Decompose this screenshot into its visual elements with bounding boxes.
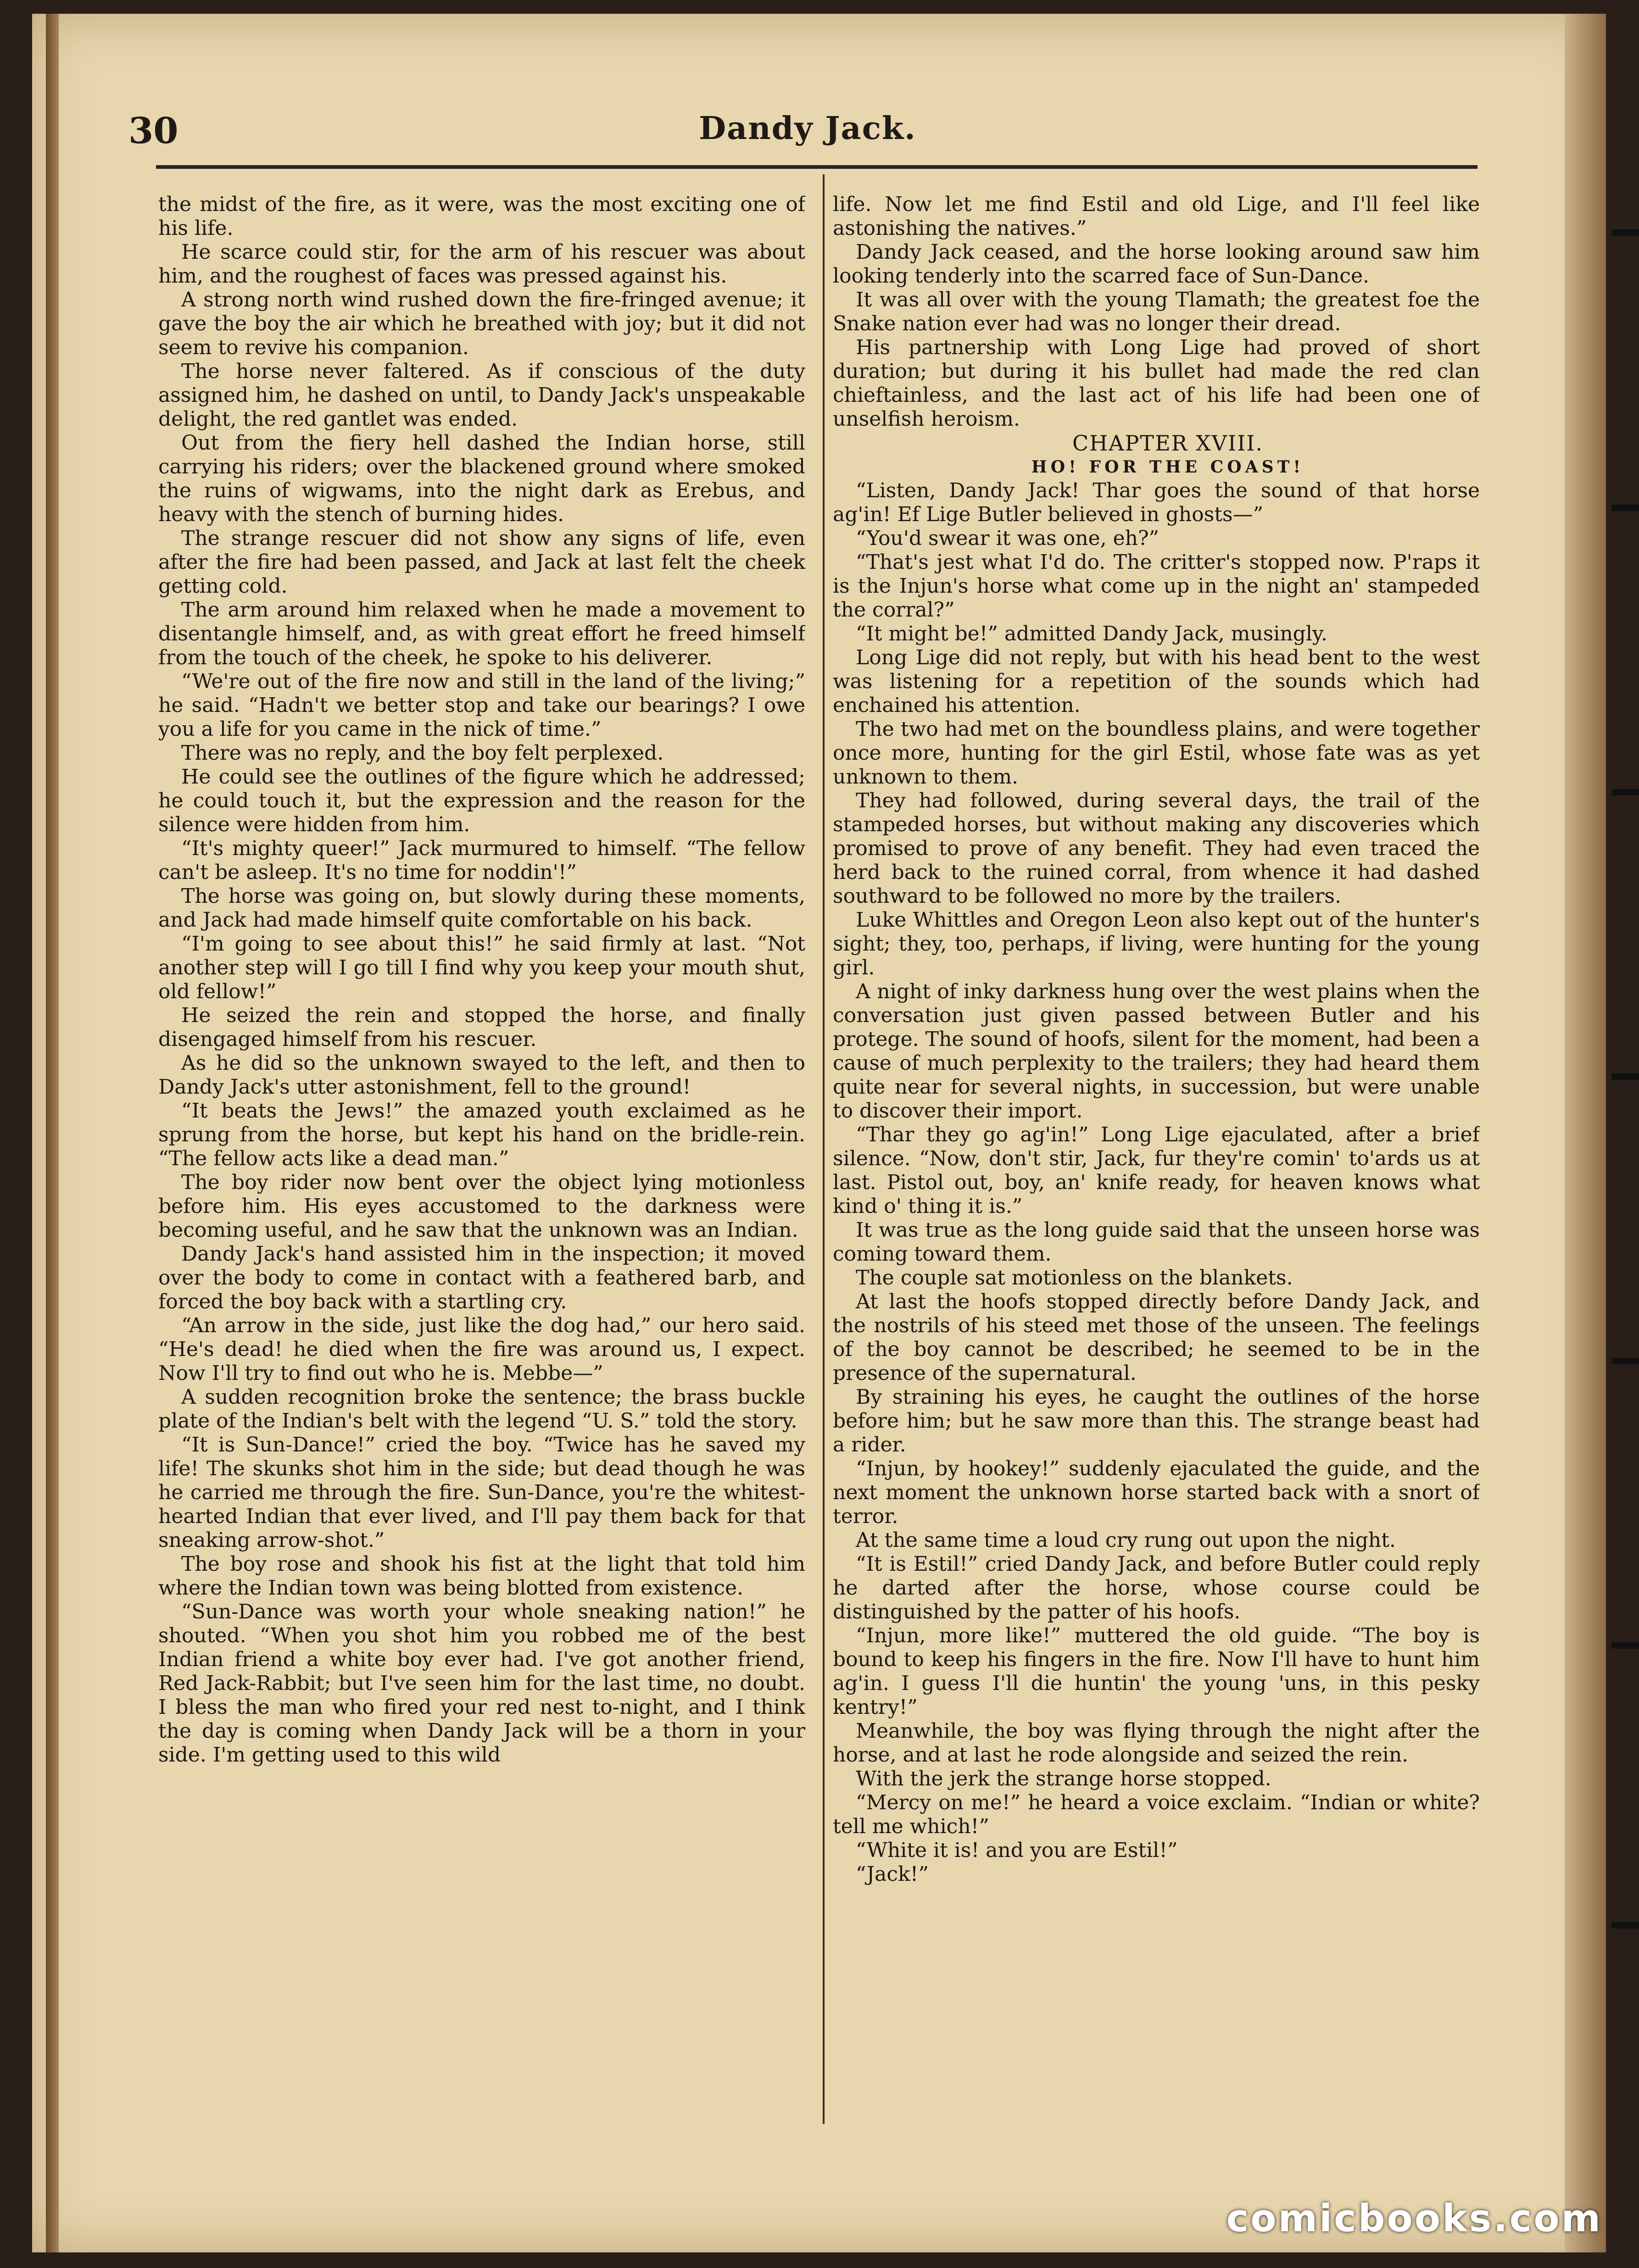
paragraph: A strong north wind rushed down the fire-fringed avenue; it gave the boy the air which he breathed with joy; but it did not seem to revive his companion.	[158, 288, 805, 359]
paragraph: life. Now let me find Estil and old Lige, and I'll feel like astonishing the natives.”	[833, 193, 1480, 240]
chapter-subtitle: HO! FOR THE COAST!	[1031, 457, 1305, 477]
paragraph: With the jerk the strange horse stopped.	[856, 1767, 1271, 1790]
paragraph: “White it is! and you are Estil!”	[856, 1839, 1178, 1862]
paragraph: “Thar they go ag'in!” Long Lige ejaculated, after a brief silence. “Now, don't stir, Jack, fur they're comin' to'ards us at last. Pistol out, boy, an' knife ready, for heaven knows what kind o' thing it is.”	[833, 1123, 1480, 1218]
page-edge	[1565, 14, 1606, 2252]
page-number: 30	[128, 110, 178, 152]
paragraph: As he did so the unknown swayed to the left, and then to Dandy Jack's utter astonishment, fell to the ground!	[158, 1051, 805, 1099]
running-title: Dandy Jack.	[699, 110, 916, 147]
binding-tab	[1611, 1642, 1639, 1649]
paragraph: The horse never faltered. As if conscious of the duty assigned him, he dashed on until, to Dandy Jack's unspeakable delight, the red gantlet was ended.	[158, 360, 805, 431]
paragraph: A night of inky darkness hung over the west plains when the conversation just given passed between Butler and his protege. The sound of hoofs, silent for the moment, had been a cause of much perplexity to the trailers; they had heard them quite near for several nights, in succession, but were unable to discover their import.	[833, 980, 1480, 1123]
paragraph: Luke Whittles and Oregon Leon also kept out of the hunter's sight; they, too, perhaps, if living, were hunting for the young girl.	[833, 908, 1480, 979]
paragraph: They had followed, during several days, the trail of the stampeded horses, but without making any discoveries which promised to prove of any benefit. They had even traced the herd back to the ruined corral, from whence it had dashed southward to be followed no more by the trailers.	[833, 789, 1480, 908]
paragraph: “It might be!” admitted Dandy Jack, musingly.	[856, 622, 1327, 645]
paragraph: A sudden recognition broke the sentence; the brass buckle plate of the Indian's belt with the legend “U. S.” told the story.	[158, 1385, 805, 1433]
paragraph: “Listen, Dandy Jack! Thar goes the sound of that horse ag'in! Ef Lige Butler believed in ghosts—”	[833, 479, 1480, 526]
binding-tab	[1611, 505, 1639, 511]
paragraph: The strange rescuer did not show any signs of life, even after the fire had been passed, and Jack at last felt the cheek getting cold.	[158, 527, 805, 598]
right-column	[833, 193, 1480, 2133]
page-gutter	[46, 14, 59, 2252]
paragraph: the midst of the fire, as it were, was the most exciting one of his life.	[158, 193, 805, 240]
binding-tab	[1611, 229, 1639, 236]
binding-tab	[1611, 1922, 1639, 1929]
paragraph: Dandy Jack's hand assisted him in the inspection; it moved over the body to come in contact with a feathered barb, and forced the boy back with a startling cry.	[158, 1242, 805, 1313]
paragraph: It was all over with the young Tlamath; the greatest foe the Snake nation ever had was no longer their dread.	[833, 288, 1480, 335]
paragraph: It was true as the long guide said that the unseen horse was coming toward them.	[833, 1218, 1480, 1266]
page-header	[128, 110, 1487, 161]
paragraph: “It is Estil!” cried Dandy Jack, and before Butler could reply he darted after the horse, whose course could be distinguished by the patter of his hoofs.	[833, 1552, 1480, 1623]
binding-tab	[1611, 1073, 1639, 1080]
paragraph: His partnership with Long Lige had proved of short duration; but during it his bullet had made the red clan chieftainless, and the last act of his life had been one of unselfish heroism.	[833, 336, 1480, 431]
paragraph: Out from the fiery hell dashed the Indian horse, still carrying his riders; over the blackened ground where smoked the ruins of wigwams, into the night dark as Erebus, and heavy with the stench of burning hides.	[158, 431, 805, 526]
paragraph: “You'd swear it was one, eh?”	[856, 527, 1160, 550]
header-rule	[156, 165, 1477, 169]
paragraph: The horse was going on, but slowly during these moments, and Jack had made himself quite comfortable on his back.	[158, 884, 805, 932]
column-divider	[823, 174, 825, 2124]
paragraph: “That's jest what I'd do. The critter's stopped now. P'raps it is the Injun's horse what come up in the night an' stampeded the corral?”	[833, 550, 1480, 622]
paragraph: The couple sat motionless on the blankets.	[856, 1266, 1293, 1290]
paragraph: At the same time a loud cry rung out upon the night.	[856, 1529, 1396, 1552]
paragraph: “We're out of the fire now and still in the land of the living;” he said. “Hadn't we better stop and take our bearings? I owe you a life for you came in the nick of time.”	[158, 670, 805, 741]
paragraph: At last the hoofs stopped directly before Dandy Jack, and the nostrils of his steed met those of the unseen. The feelings of the boy cannot be described; he seemed to be in the presence of the supernatural.	[833, 1290, 1480, 1385]
paragraph: The two had met on the boundless plains, and were together once more, hunting for the girl Estil, whose fate was as yet unknown to them.	[833, 717, 1480, 789]
paragraph: “I'm going to see about this!” he said firmly at last. “Not another step will I go till I find why you keep your mouth shut, old fellow!”	[158, 932, 805, 1003]
watermark-logo: comicbooks.com	[1226, 2197, 1602, 2240]
paragraph: “Mercy on me!” he heard a voice exclaim. “Indian or white? tell me which!”	[833, 1791, 1480, 1838]
chapter-heading: CHAPTER XVIII.	[1072, 431, 1264, 456]
paragraph: He scarce could stir, for the arm of his rescuer was about him, and the roughest of faces was pressed against his.	[158, 240, 805, 288]
binding-tab	[1611, 1358, 1639, 1364]
paragraph: By straining his eyes, he caught the outlines of the horse before him; but he saw more than this. The strange beast had a rider.	[833, 1385, 1480, 1456]
left-column	[158, 193, 805, 2133]
paragraph: “Jack!”	[856, 1862, 929, 1886]
paragraph: Long Lige did not reply, but with his head bent to the west was listening for a repetition of the sounds which had enchained his attention.	[833, 646, 1480, 717]
paragraph: Meanwhile, the boy was flying through the night after the horse, and at last he rode alongside and seized the rein.	[833, 1719, 1480, 1767]
paragraph: He could see the outlines of the figure which he addressed; he could touch it, but the expression and the reason for the silence were hidden from him.	[158, 765, 805, 836]
paragraph: “It is Sun-Dance!” cried the boy. “Twice has he saved my life! The skunks shot him in the side; but dead though he was he carried me through the fire. Sun-Dance, you're the whitest-hearted Indian that ever lived, and I'll pay them back for that sneaking arrow-shot.”	[158, 1433, 805, 1552]
paragraph: “Injun, more like!” muttered the old guide. “The boy is bound to keep his fingers in the fire. Now I'll have to hunt him ag'in. I guess I'll die huntin' the young 'uns, in this pesky kentry!”	[833, 1624, 1480, 1719]
binding-tab	[1611, 789, 1639, 795]
paragraph: “It's mighty queer!” Jack murmured to himself. “The fellow can't be asleep. It's no time for noddin'!”	[158, 837, 805, 884]
paragraph: The boy rose and shook his fist at the light that told him where the Indian town was being blotted from existence.	[158, 1552, 805, 1600]
paragraph: The boy rider now bent over the object lying motionless before him. His eyes accustomed to the darkness were becoming useful, and he saw that the unknown was an Indian.	[158, 1171, 805, 1242]
paragraph: “Sun-Dance was worth your whole sneaking nation!” he shouted. “When you shot him you robbed me of the best Indian friend a white boy ever had. I've got another friend, Red Jack-Rabbit; but I've seen him for the last time, no doubt. I bless the man who fired your red nest to-night, and I think the day is coming when Dandy Jack will be a thorn in your side. I'm getting used to this wild	[158, 1600, 805, 1767]
paragraph: There was no reply, and the boy felt perplexed.	[181, 741, 664, 765]
paragraph: He seized the rein and stopped the horse, and finally disengaged himself from his rescuer.	[158, 1004, 805, 1051]
paragraph: Dandy Jack ceased, and the horse looking around saw him looking tenderly into the scarred face of Sun-Dance.	[833, 240, 1480, 288]
paragraph: The arm around him relaxed when he made a movement to disentangle himself, and, as with great effort he freed himself from the touch of the cheek, he spoke to his deliverer.	[158, 598, 805, 669]
paragraph: “Injun, by hookey!” suddenly ejaculated the guide, and the next moment the unknown horse started back with a snort of terror.	[833, 1457, 1480, 1528]
paragraph: “It beats the Jews!” the amazed youth exclaimed as he sprung from the horse, but kept his hand on the bridle-rein. “The fellow acts like a dead man.”	[158, 1099, 805, 1170]
paragraph: “An arrow in the side, just like the dog had,” our hero said. “He's dead! he died when the fire was around us, I expect. Now I'll try to find out who he is. Mebbe—”	[158, 1314, 805, 1385]
